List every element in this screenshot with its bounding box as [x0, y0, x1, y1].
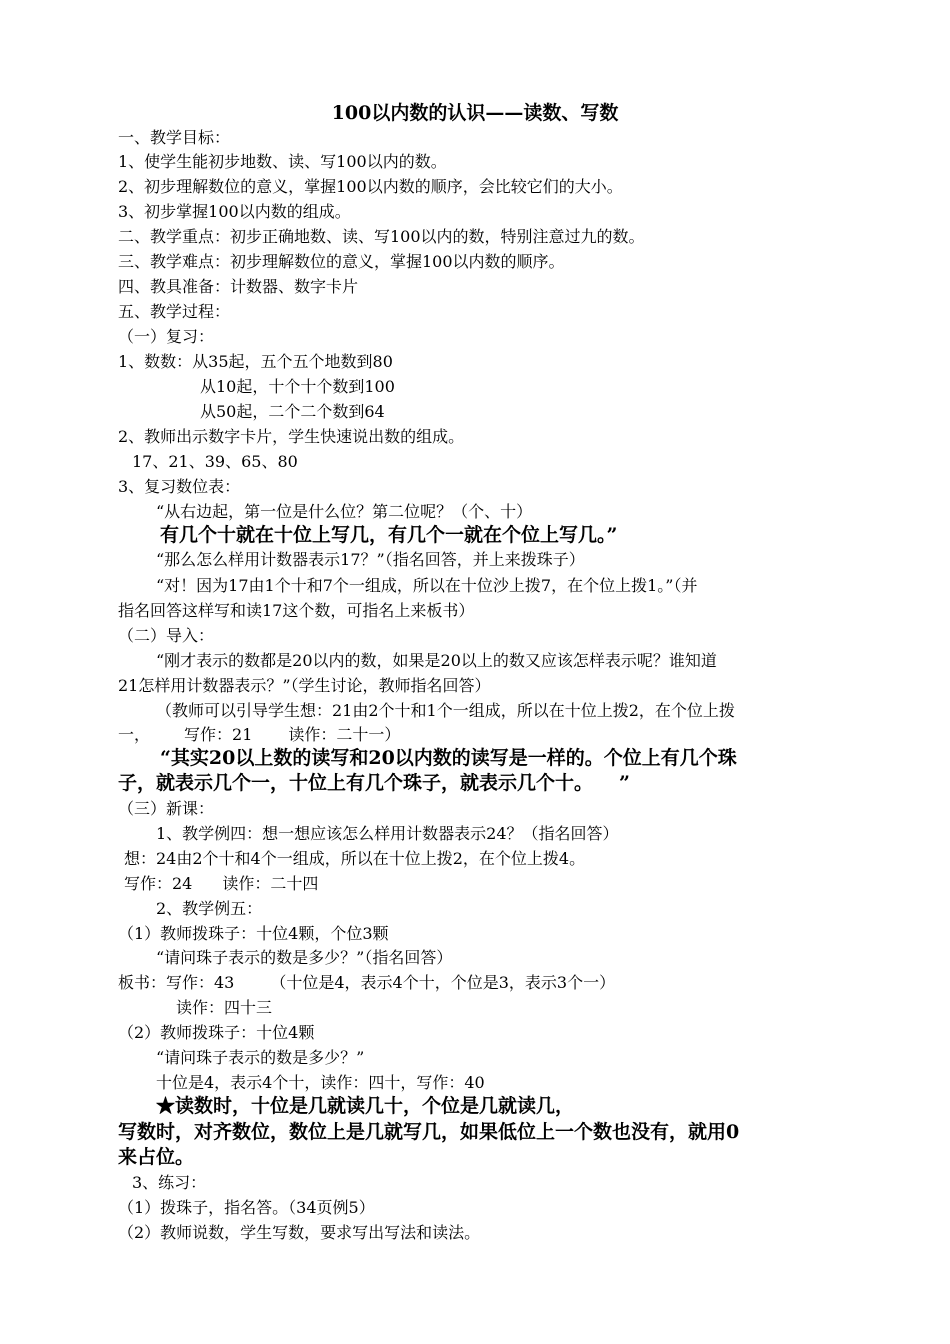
rule-writing-bold-2: 来占位。 — [118, 1146, 195, 1168]
example-4-write-read — [124, 872, 318, 896]
intro-guide-2 — [118, 723, 400, 747]
example-5-title: 2、教学例五： — [156, 899, 263, 918]
intro-rule-bold-1: “其实20以上数的读写和20以内数的读写是一样的。个位上有几个珠 — [160, 747, 737, 769]
subsection-new-lesson: （三）新课： — [118, 799, 215, 818]
intro-guide-1: （教师可以引导学生想：21由2个十和1个一组成，所以在十位上拨2，在个位上拨 — [156, 701, 735, 720]
review-question: “从右边起，第一位是什么位？第二位呢？（个、十） — [156, 502, 533, 521]
review-rule-bold: 有几个十就在十位上写几，有几个一就在个位上写几。” — [160, 524, 618, 546]
review-explanation-2: 指名回答这样写和读17这个数，可指名上来板书） — [118, 601, 475, 620]
objective-1: 1、使学生能初步地数、读、写100以内的数。 — [118, 152, 447, 171]
objective-3: 3、初步掌握100以内数的组成。 — [118, 202, 351, 221]
example-5-write-43: 板书：写作：43 — [118, 973, 235, 992]
section-process: 五、教学过程： — [118, 302, 231, 321]
example-4-read: 读作：二十四 — [222, 874, 319, 893]
example-4-think: 想：24由2个十和4个一组成，所以在十位上拨2，在个位上拨4。 — [124, 849, 586, 868]
section-objectives: 一、教学目标： — [118, 128, 231, 147]
example-5-step-2: （2）教师拨珠子：十位4颗 — [118, 1023, 315, 1042]
example-5-read-43: 读作：四十三 — [176, 998, 273, 1017]
review-card-numbers: 17、21、39、65、80 — [132, 452, 298, 471]
review-cards: 2、教师出示数字卡片，学生快速说出数的组成。 — [118, 427, 465, 446]
example-4-write: 写作：24 — [124, 874, 193, 893]
review-place-value: 3、复习数位表： — [118, 477, 241, 496]
example-4-title: 1、教学例四：想一想应该怎么样用计数器表示24？（指名回答） — [156, 824, 619, 843]
rule-writing-bold-1: 写数时，对齐数位，数位上是几就写几，如果低位上一个数也没有，就用0 — [118, 1121, 740, 1143]
section-difficulties: 三、教学难点：初步理解数位的意义，掌握100以内数的顺序。 — [118, 252, 565, 271]
review-counting-3: 从50起，二个二个数到64 — [200, 402, 385, 421]
practice-title: 3、练习： — [132, 1173, 207, 1192]
practice-item-1: （1）拨珠子，指名答。（34页例5） — [118, 1198, 375, 1217]
intro-text-1: “刚才表示的数都是20以内的数，如果是20以上的数又应该怎样表示呢？谁知道 — [156, 651, 717, 670]
intro-rule-bold-2: 子，就表示几个一，十位上有几个珠子，就表示几个十。 ” — [118, 772, 630, 794]
example-5-question-2: “请问珠子表示的数是多少？” — [156, 1048, 365, 1067]
subsection-review: （一）复习： — [118, 327, 215, 346]
review-counter-question: “那么怎么样用计数器表示17？”（指名回答，并上来拨珠子） — [156, 550, 585, 569]
example-5-board — [118, 971, 615, 995]
intro-read-21: 读作：二十一） — [288, 725, 401, 744]
objective-2: 2、初步理解数位的意义，掌握100以内数的顺序，会比较它们的大小。 — [118, 177, 623, 196]
rule-reading-bold: ★读数时，十位是几就读几十，个位是几就读几， — [156, 1095, 575, 1117]
section-materials: 四、教具准备：计数器、数字卡片 — [118, 277, 359, 296]
review-counting-2: 从10起，十个十个数到100 — [200, 377, 395, 396]
intro-write-21: 写作：21 — [184, 725, 253, 744]
example-5-answer-40: 十位是4，表示4个十，读作：四十，写作：40 — [156, 1073, 485, 1092]
example-5-question-1: “请问珠子表示的数是多少？”（指名回答） — [156, 948, 453, 967]
document-title: 100以内数的认识——读数、写数 — [331, 102, 619, 124]
intro-guide-2-start: 一， — [118, 725, 151, 744]
subsection-intro: （二）导入： — [118, 626, 215, 645]
example-5-explain-43: （十位是4，表示4个十，个位是3，表示3个一） — [270, 973, 616, 992]
example-5-step-1: （1）教师拨珠子：十位4颗，个位3颗 — [118, 924, 389, 943]
review-explanation-1: “对！因为17由1个十和7个一组成，所以在十位沙上拨7，在个位上拨1。”（并 — [156, 576, 698, 595]
section-key-points: 二、教学重点：初步正确地数、读、写100以内的数，特别注意过九的数。 — [118, 227, 645, 246]
intro-text-2: 21怎样用计数器表示？”（学生讨论，教师指名回答） — [118, 676, 491, 695]
practice-item-2: （2）教师说数，学生写数，要求写出写法和读法。 — [118, 1223, 481, 1242]
review-counting-1: 1、数数：从35起，五个五个地数到80 — [118, 352, 393, 371]
